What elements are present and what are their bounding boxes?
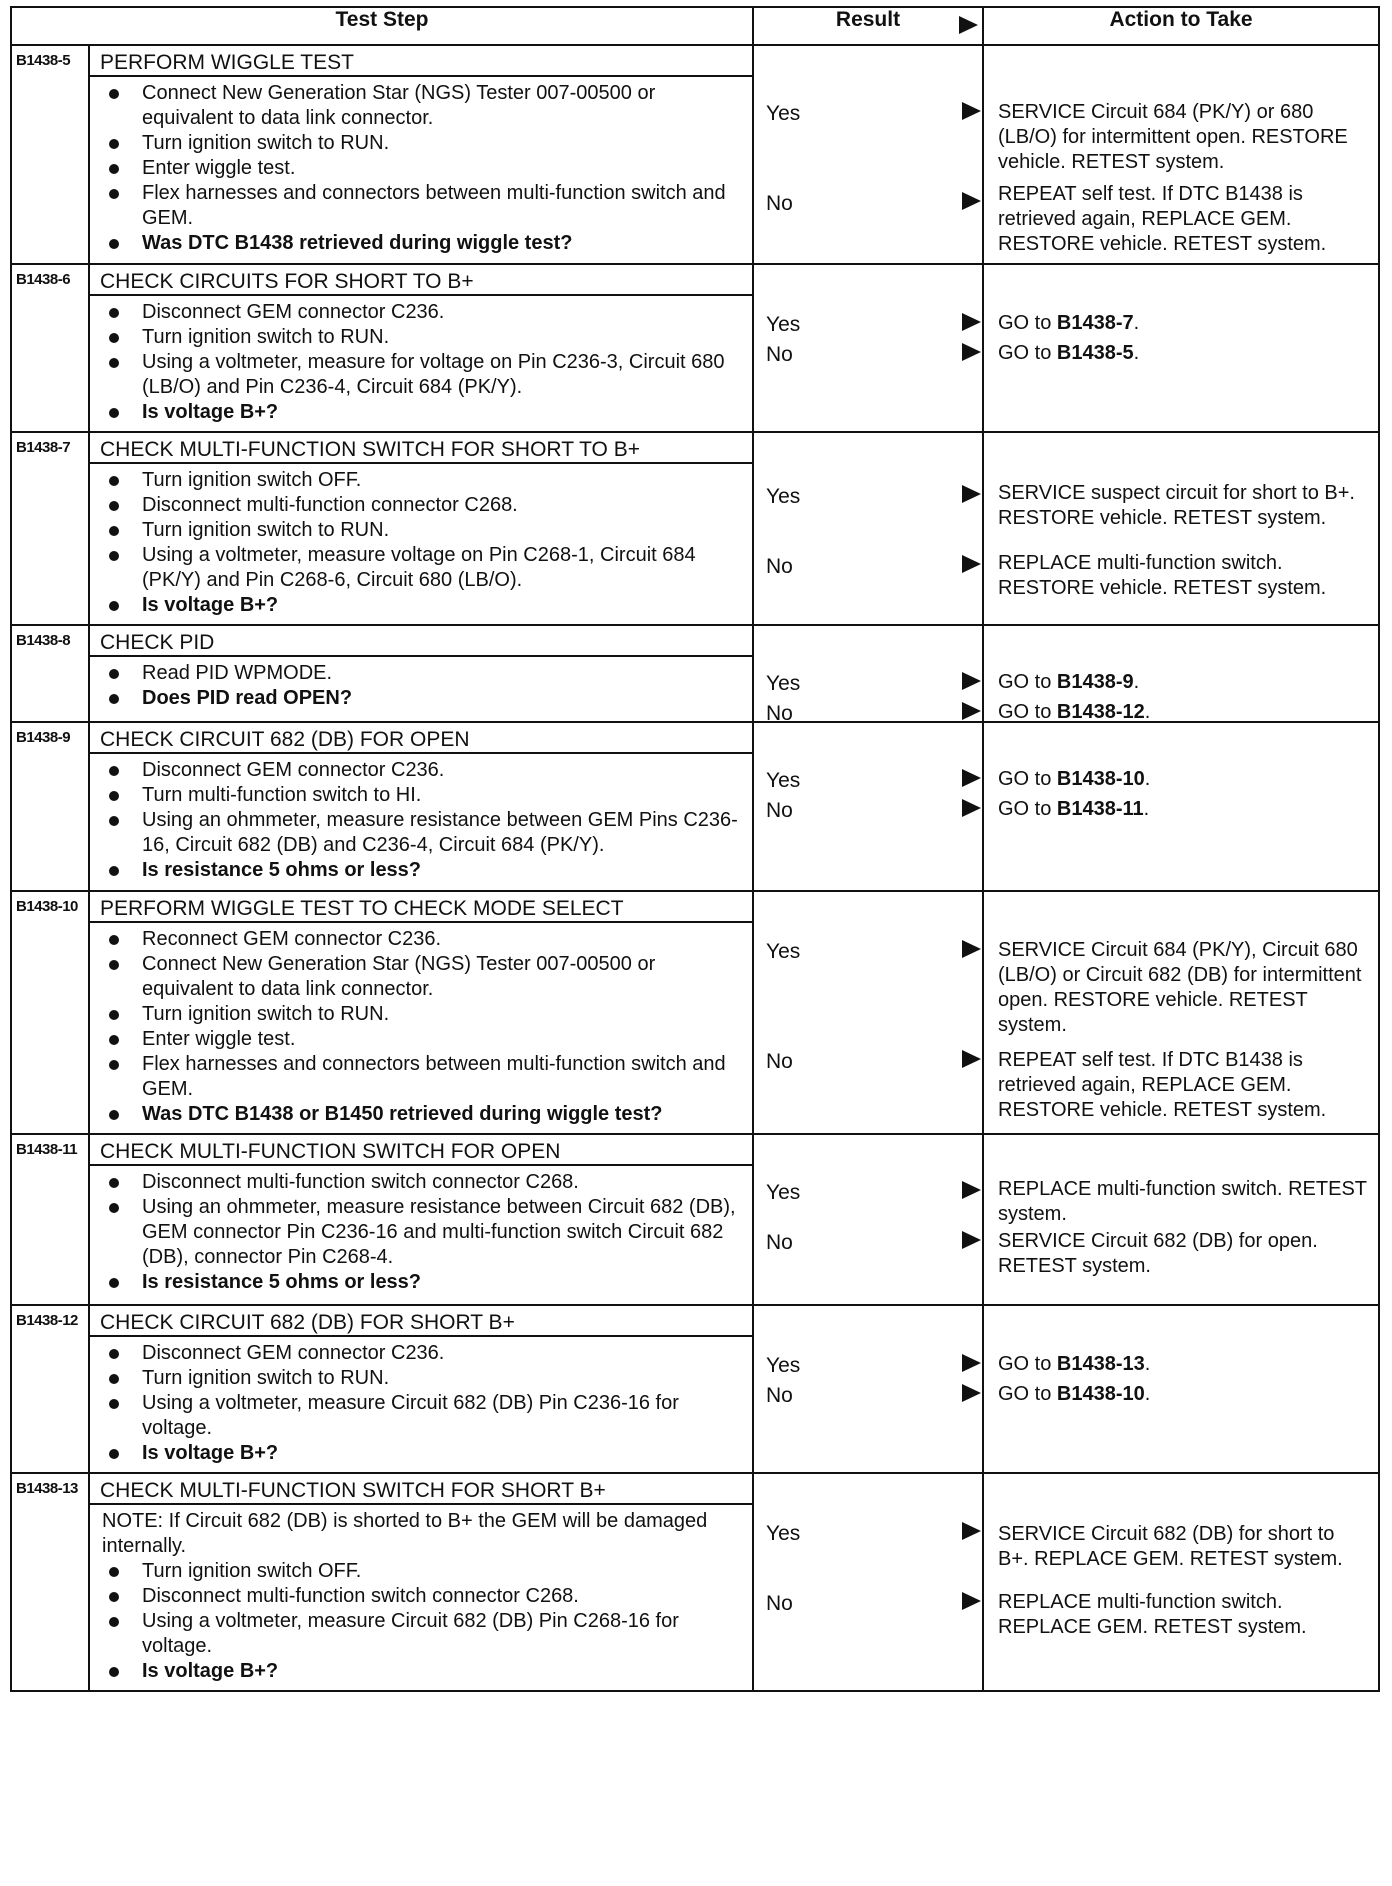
- instruction-list: [102, 1170, 744, 1295]
- header-result-label: Result: [835, 8, 901, 31]
- test-step-title: PERFORM WIGGLE TEST: [89, 45, 753, 76]
- action-prefix: GO to: [998, 671, 1057, 693]
- goto-step-reference: B1438-13: [1056, 1353, 1145, 1375]
- instruction-item: Read PID WPMODE.: [102, 661, 744, 686]
- result-no: [766, 1231, 793, 1255]
- instruction-item: Enter wiggle test.: [102, 156, 744, 181]
- instruction-item: Disconnect multi-function connector C268.: [102, 493, 744, 518]
- result-cell: [753, 432, 983, 625]
- result-yes: [766, 1181, 800, 1205]
- result-yes: [766, 1522, 800, 1546]
- instruction-item: Flex harnesses and connectors between multi-function switch and GEM.: [102, 1052, 744, 1102]
- result-cell: [753, 1305, 983, 1473]
- test-step-title-row: [11, 891, 1379, 922]
- result-label: Yes: [766, 1354, 801, 1377]
- arrow-right-icon: [962, 192, 981, 210]
- arrow-right-icon: [962, 1050, 981, 1068]
- test-step-id-label: B1438-13: [16, 1480, 78, 1497]
- action-cell: [983, 722, 1379, 891]
- arrow-right-icon: [962, 102, 981, 120]
- action-text: SERVICE Circuit 684 (PK/Y), Circuit 680 (LB/O) or Circuit 682 (DB) for intermittent open. RESTORE vehicle. RETEST system.: [998, 939, 1362, 1036]
- table-body: [11, 45, 1379, 1691]
- action-text: [998, 797, 1368, 822]
- result-cell: [753, 625, 983, 725]
- test-step-title: PERFORM WIGGLE TEST TO CHECK MODE SELECT: [89, 891, 753, 922]
- result-cell: [753, 1473, 983, 1691]
- diagnostic-table-page: [10, 6, 1378, 1692]
- test-step-title-row: [11, 45, 1379, 76]
- action-text: SERVICE Circuit 682 (DB) for short to B+. REPLACE GEM. RETEST system.: [998, 1523, 1343, 1570]
- instruction-item: Turn ignition switch to RUN.: [102, 1002, 744, 1027]
- instruction-item: Turn ignition switch OFF.: [102, 468, 744, 493]
- arrow-right-icon: [962, 1231, 981, 1249]
- action-text: [998, 767, 1368, 792]
- result-no: [766, 555, 793, 579]
- action-text: [998, 311, 1368, 336]
- action-suffix: .: [1133, 671, 1140, 693]
- action-cell: [983, 1134, 1379, 1305]
- action-text: REPEAT self test. If DTC B1438 is retrieved again, REPLACE GEM. RESTORE vehicle. RETEST system.: [998, 1049, 1327, 1121]
- action-prefix: GO to: [998, 701, 1057, 723]
- result-no: [766, 1592, 793, 1616]
- test-step-instructions: [89, 1165, 753, 1305]
- test-step-id-label: B1438-7: [16, 439, 71, 456]
- result-yes: [766, 485, 800, 509]
- test-step-title: CHECK MULTI-FUNCTION SWITCH FOR SHORT TO B+: [89, 432, 753, 463]
- action-text: REPLACE multi-function switch. RESTORE vehicle. RETEST system.: [998, 552, 1327, 599]
- arrow-right-icon: [962, 555, 981, 573]
- instruction-item: Using a voltmeter, measure Circuit 682 (DB) Pin C236-16 for voltage.: [102, 1391, 744, 1441]
- arrow-right-icon: [962, 672, 981, 690]
- action-prefix: GO to: [998, 798, 1057, 820]
- action-suffix: .: [1143, 798, 1150, 820]
- action-text: REPEAT self test. If DTC B1438 is retrieved again, REPLACE GEM. RESTORE vehicle. RETEST system.: [998, 183, 1327, 255]
- result-cell: [753, 891, 983, 1134]
- result-yes: [766, 1354, 800, 1378]
- instruction-item: Disconnect multi-function switch connector C268.: [102, 1170, 744, 1195]
- test-step-title: CHECK PID: [89, 625, 753, 656]
- test-step-id: [11, 722, 89, 891]
- test-question: Is voltage B+?: [102, 400, 744, 425]
- test-question: Is voltage B+?: [102, 593, 744, 618]
- arrow-right-icon: [962, 1384, 981, 1402]
- test-question: Was DTC B1438 retrieved during wiggle test?: [102, 231, 744, 256]
- table-header-row: [11, 7, 1379, 45]
- arrow-right-icon: [962, 1181, 981, 1199]
- result-label: No: [766, 555, 793, 578]
- instruction-item: Using an ohmmeter, measure resistance between GEM Pins C236-16, Circuit 682 (DB) and C236-4, Circuit 684 (PK/Y).: [102, 808, 744, 858]
- action-suffix: .: [1144, 701, 1151, 723]
- action-prefix: GO to: [998, 1353, 1057, 1375]
- action-suffix: .: [1144, 768, 1151, 790]
- result-label: Yes: [766, 485, 801, 508]
- result-label: Yes: [766, 1181, 801, 1204]
- test-step-title: CHECK CIRCUITS FOR SHORT TO B+: [89, 264, 753, 295]
- result-label: No: [766, 799, 793, 822]
- result-no: [766, 1384, 793, 1408]
- test-step-id-label: B1438-11: [16, 1141, 78, 1158]
- action-text: [998, 700, 1368, 725]
- result-label: Yes: [766, 940, 801, 963]
- arrow-right-icon: [962, 799, 981, 817]
- result-cell: [753, 722, 983, 891]
- arrow-right-icon: [962, 1592, 981, 1610]
- result-label: No: [766, 1231, 793, 1254]
- test-step-id-label: B1438-5: [16, 52, 71, 69]
- test-step-title-row: [11, 722, 1379, 753]
- test-question: Does PID read OPEN?: [102, 686, 744, 711]
- result-label: No: [766, 1384, 793, 1407]
- instruction-list: [102, 1341, 744, 1466]
- header-action: Action to Take: [983, 7, 1379, 45]
- instruction-item: Connect New Generation Star (NGS) Tester 007-00500 or equivalent to data link connector.: [102, 952, 744, 1002]
- instruction-item: Turn ignition switch to RUN.: [102, 518, 744, 543]
- result-label: Yes: [766, 672, 801, 695]
- instruction-item: Connect New Generation Star (NGS) Tester 007-00500 or equivalent to data link connector.: [102, 81, 744, 131]
- goto-step-reference: B1438-9: [1056, 671, 1134, 693]
- instruction-item: Using a voltmeter, measure voltage on Pin C268-1, Circuit 684 (PK/Y) and Pin C268-6, Circuit 680 (LB/O).: [102, 543, 744, 593]
- test-step-instructions: [89, 1504, 753, 1691]
- instruction-list: [102, 468, 744, 618]
- test-question: Is resistance 5 ohms or less?: [102, 858, 744, 883]
- result-yes: [766, 102, 800, 126]
- action-suffix: .: [1144, 1383, 1151, 1405]
- test-step-id: [11, 1134, 89, 1305]
- instruction-item: Turn ignition switch OFF.: [102, 1559, 744, 1584]
- action-text: SERVICE Circuit 682 (DB) for open. RETEST system.: [998, 1230, 1318, 1277]
- test-step-id: [11, 264, 89, 432]
- instruction-item: Disconnect GEM connector C236.: [102, 1341, 744, 1366]
- test-question: Is resistance 5 ohms or less?: [102, 1270, 744, 1295]
- test-question: Is voltage B+?: [102, 1441, 744, 1466]
- result-cell: [753, 1134, 983, 1305]
- test-question: Was DTC B1438 or B1450 retrieved during wiggle test?: [102, 1102, 744, 1127]
- goto-step-reference: B1438-7: [1056, 312, 1134, 334]
- instruction-item: Disconnect multi-function switch connector C268.: [102, 1584, 744, 1609]
- test-step-instructions: [89, 656, 753, 722]
- result-cell: [753, 264, 983, 432]
- result-yes: [766, 769, 800, 793]
- test-step-id: [11, 891, 89, 1134]
- action-text: [998, 341, 1368, 366]
- instruction-list: [102, 81, 744, 256]
- result-label: Yes: [766, 313, 801, 336]
- action-suffix: .: [1144, 1353, 1151, 1375]
- test-step-id: [11, 45, 89, 264]
- header-test-step: Test Step: [11, 7, 753, 45]
- action-text: [998, 670, 1368, 695]
- instruction-item: Using a voltmeter, measure Circuit 682 (DB) Pin C268-16 for voltage.: [102, 1609, 744, 1659]
- arrow-right-icon: [962, 313, 981, 331]
- test-step-id: [11, 432, 89, 625]
- action-cell: [983, 264, 1379, 432]
- action-cell: [983, 1305, 1379, 1473]
- goto-step-reference: B1438-5: [1056, 342, 1134, 364]
- action-text: [998, 1382, 1368, 1407]
- instruction-list: [102, 927, 744, 1127]
- result-label: Yes: [766, 102, 801, 125]
- result-label: Yes: [766, 1522, 801, 1545]
- test-step-id-label: B1438-12: [16, 1312, 78, 1329]
- instruction-list: [102, 1509, 744, 1684]
- note-text: NOTE: If Circuit 682 (DB) is shorted to B+ the GEM will be damaged internally.: [102, 1510, 708, 1557]
- arrow-right-icon: [962, 940, 981, 958]
- result-no: [766, 799, 793, 823]
- action-prefix: GO to: [998, 312, 1057, 334]
- instruction-list: [102, 300, 744, 425]
- instruction-item: Turn ignition switch to RUN.: [102, 325, 744, 350]
- test-step-id: [11, 1473, 89, 1691]
- instruction-item: Enter wiggle test.: [102, 1027, 744, 1052]
- arrow-right-icon: [962, 1354, 981, 1372]
- instruction-list: [102, 758, 744, 883]
- test-step-title: CHECK MULTI-FUNCTION SWITCH FOR SHORT B+: [89, 1473, 753, 1504]
- instruction-item: Reconnect GEM connector C236.: [102, 927, 744, 952]
- instruction-item: Turn multi-function switch to HI.: [102, 783, 744, 808]
- action-cell: [983, 432, 1379, 625]
- action-prefix: GO to: [998, 342, 1057, 364]
- test-step-id-label: B1438-10: [16, 898, 78, 915]
- goto-step-reference: B1438-10: [1056, 768, 1145, 790]
- result-no: [766, 343, 793, 367]
- arrow-right-icon: [962, 769, 981, 787]
- test-step-instructions: [89, 922, 753, 1134]
- goto-step-reference: B1438-11: [1056, 798, 1144, 820]
- pinpoint-test-table: [10, 6, 1380, 1692]
- instruction-item: Disconnect GEM connector C236.: [102, 300, 744, 325]
- result-cell: [753, 45, 983, 264]
- result-no: [766, 1050, 793, 1074]
- result-label: No: [766, 1592, 793, 1615]
- test-step-title-row: [11, 1134, 1379, 1165]
- instruction-list: [102, 661, 744, 711]
- test-step-title-row: [11, 1473, 1379, 1504]
- instruction-item: Turn ignition switch to RUN.: [102, 131, 744, 156]
- action-cell: [983, 1473, 1379, 1691]
- arrow-right-icon: [962, 702, 981, 720]
- goto-step-reference: B1438-12: [1056, 701, 1145, 723]
- instruction-item: Disconnect GEM connector C236.: [102, 758, 744, 783]
- instruction-item: Using a voltmeter, measure for voltage on Pin C236-3, Circuit 680 (LB/O) and Pin C236-4, Circuit 684 (PK/Y).: [102, 350, 744, 400]
- test-step-title: CHECK CIRCUIT 682 (DB) FOR OPEN: [89, 722, 753, 753]
- arrow-right-icon: [959, 16, 978, 34]
- test-question: Is voltage B+?: [102, 1659, 744, 1684]
- test-step-title-row: [11, 432, 1379, 463]
- test-step-title-row: [11, 1305, 1379, 1336]
- instruction-item: Using an ohmmeter, measure resistance between Circuit 682 (DB), GEM connector Pin C236-16 and multi-function switch Circuit 682 (DB), connector Pin C268-4.: [102, 1195, 744, 1270]
- result-no: [766, 192, 793, 216]
- action-cell: [983, 625, 1379, 722]
- action-prefix: GO to: [998, 768, 1057, 790]
- test-step-instructions: [89, 463, 753, 625]
- result-yes: [766, 940, 800, 964]
- arrow-right-icon: [962, 1522, 981, 1540]
- instruction-item: Turn ignition switch to RUN.: [102, 1366, 744, 1391]
- result-label: No: [766, 192, 793, 215]
- result-label: No: [766, 1050, 793, 1073]
- result-yes: [766, 313, 800, 337]
- action-text: REPLACE multi-function switch. RETEST system.: [998, 1178, 1367, 1225]
- action-cell: [983, 45, 1379, 264]
- action-text: REPLACE multi-function switch. REPLACE GEM. RETEST system.: [998, 1591, 1307, 1638]
- action-prefix: GO to: [998, 1383, 1057, 1405]
- goto-step-reference: B1438-10: [1056, 1383, 1145, 1405]
- result-yes: [766, 672, 800, 696]
- arrow-right-icon: [962, 343, 981, 361]
- test-step-id: [11, 625, 89, 722]
- test-step-title-row: [11, 264, 1379, 295]
- arrow-right-icon: [962, 485, 981, 503]
- test-step-instructions: [89, 295, 753, 432]
- test-step-id-label: B1438-9: [16, 729, 71, 746]
- test-step-title: CHECK CIRCUIT 682 (DB) FOR SHORT B+: [89, 1305, 753, 1336]
- test-step-title: CHECK MULTI-FUNCTION SWITCH FOR OPEN: [89, 1134, 753, 1165]
- action-text: SERVICE Circuit 684 (PK/Y) or 680 (LB/O) for intermittent open. RESTORE vehicle. RETEST system.: [998, 101, 1348, 173]
- action-suffix: .: [1133, 342, 1140, 364]
- test-step-instructions: [89, 76, 753, 264]
- result-label: No: [766, 343, 793, 366]
- test-step-title-row: [11, 625, 1379, 656]
- test-step-instructions: [89, 753, 753, 891]
- test-step-instructions: [89, 1336, 753, 1473]
- action-text: [998, 1352, 1368, 1377]
- action-cell: [983, 891, 1379, 1134]
- header-result: [753, 7, 983, 45]
- test-step-id: [11, 1305, 89, 1473]
- action-text: SERVICE suspect circuit for short to B+. RESTORE vehicle. RETEST system.: [998, 482, 1355, 529]
- result-label: No: [766, 702, 793, 725]
- result-label: Yes: [766, 769, 801, 792]
- test-step-id-label: B1438-6: [16, 271, 71, 288]
- test-step-id-label: B1438-8: [16, 632, 71, 649]
- instruction-item: Flex harnesses and connectors between multi-function switch and GEM.: [102, 181, 744, 231]
- action-suffix: .: [1133, 312, 1140, 334]
